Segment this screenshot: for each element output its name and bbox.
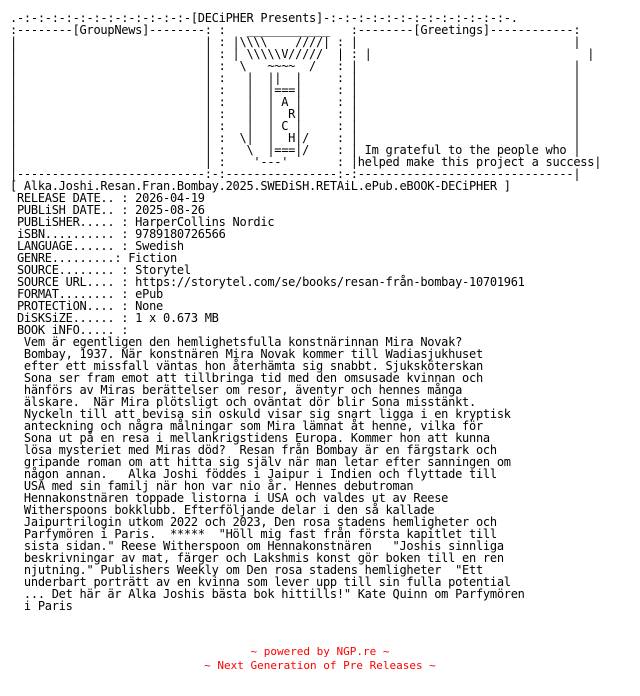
nfo-text xyxy=(10,12,601,612)
nfo-line: LANGUAGE...... : Swedish xyxy=(10,239,184,253)
footer-powered-by: ~ powered by NGP.re ~ xyxy=(250,645,390,658)
nfo-line: SOURCE........ : Storytel xyxy=(10,263,191,277)
nfo-line: RELEASE DATE.. : 2026-04-19 xyxy=(10,191,205,205)
nfo-line: iSBN.......... : 9789180726566 xyxy=(10,227,226,241)
nfo-line: beskrivningar av mat, färger och Lakshmis konst gör boken till en ren xyxy=(10,551,504,565)
nfo-line: Sona ut på en resa i mellankrigstidens Europa. Kommer hon att kunna xyxy=(10,431,490,445)
nfo-line: Parfymören i Paris. ***** "Höll mig fast från första kapitlet till xyxy=(10,527,497,541)
nfo-line: | | : | | A | : | | xyxy=(10,95,581,109)
nfo-line: ... Det här är Alka Joshis bästa bok hittills!" Kate Quinn om Parfymören xyxy=(10,587,525,601)
nfo-line: sista sidan." Reese Witherspoon om Hennakonstnären "Joshis sinnliga xyxy=(10,539,504,553)
nfo-line: Nyckeln till att bevisa sin oskuld visar sig snart ligga i en kryptisk xyxy=(10,407,511,421)
footer-tagline: ~ Next Generation of Pre Releases ~ xyxy=(204,659,436,672)
nfo-line: [ Alka.Joshi.Resan.Fran.Bombay.2025.SWEDiSH.RETAiL.ePub.eBOOK-DECiPHER ] xyxy=(10,179,511,193)
nfo-line: gripande roman om att hitta sig själv när man letar efter sanningen om xyxy=(10,455,511,469)
nfo-line: Bombay, 1937. När konstnären Mira Novak kommer till Wadiasjukhuset xyxy=(10,347,483,361)
nfo-line: njutning." Publishers Weekly om Den rosa stadens hemligheter "Ett xyxy=(10,563,483,577)
nfo-line: | | : |\\\\ ////| : | | xyxy=(10,35,581,49)
nfo-line: | | : \ |===|/ : | Im grateful to the people who | xyxy=(10,143,581,157)
nfo-line: FORMAT........ : ePub xyxy=(10,287,164,301)
nfo-line: PROTECTiON.... : None xyxy=(10,299,164,313)
nfo-line: någon annan. Alka Joshi föddes i Jaipur i Indien och flyttade till xyxy=(10,467,497,481)
nfo-line: | | : | || | : | | xyxy=(10,71,581,85)
nfo-line: PUBLiSH DATE.. : 2025-08-26 xyxy=(10,203,205,217)
nfo-line: lösa mysteriet med Miras död? Resan från Bombay är en färgstark och xyxy=(10,443,497,457)
nfo-line: | | : | |===| : | | xyxy=(10,83,581,97)
nfo-line: | | : | \\\\\V///// | : | | xyxy=(10,47,595,61)
nfo-line: älskare. När Mira plötsligt och oväntat dör blir Sona misstänkt. xyxy=(10,395,476,409)
nfo-line: Witherspoons bokklubb. Efterföljande delar i den så kallade xyxy=(10,503,435,517)
nfo-line: :--------[GroupNews]--------: : ____________ :--------[Greetings]------------: xyxy=(10,23,581,37)
nfo-line: USA med sin familj när hon var nio år. Hennes debutroman xyxy=(10,479,414,493)
nfo-line: PUBLiSHER..... : HarperCollins Nordic xyxy=(10,215,275,229)
nfo-line: | | : '---' : |helped make this project a success| xyxy=(10,155,602,169)
nfo-line: hänförs av Miras berättelser om resor, äventyr och hennes många xyxy=(10,383,463,397)
nfo-line: | | : \| | H|/ : | | xyxy=(10,131,581,145)
nfo-line: Sona ser fram emot att tillbringa tid med den omsusade kvinnan och xyxy=(10,371,483,385)
nfo-line: | | : \ ~~~~ / : | | xyxy=(10,59,581,73)
nfo-line: efter ett missfall väntas hon återhämta sig snabbt. Sjuksköterskan xyxy=(10,359,483,373)
nfo-line: Vem är egentligen den hemlighetsfulla konstnärinnan Mira Novak? xyxy=(10,335,463,349)
nfo-line: |---------------------------:-:----------------:-:-------------------------------| xyxy=(10,167,581,181)
nfo-line: | | : | | C | : | | xyxy=(10,119,581,133)
nfo-line: | | : | | R| : | | xyxy=(10,107,581,121)
nfo-line: GENRE.........: Fiction xyxy=(10,251,177,265)
nfo-line: .-:-:-:-:-:-:-:-:-:-:-:-:-[DECiPHER Presents]-:-:-:-:-:-:-:-:-:-:-:-:-:-. xyxy=(10,11,518,25)
nfo-line: Hennakonstnären toppade listorna i USA och valdes ut av Reese xyxy=(10,491,449,505)
nfo-line: anteckning och några målningar som Mira lämnat åt henne, vilka för xyxy=(10,419,483,433)
nfo-line: Jaipurtrilogin utkom 2022 och 2023, Den rosa stadens hemligheter och xyxy=(10,515,497,529)
nfo-line: underbart porträtt av en kvinna som lever upp till sin fulla potential xyxy=(10,575,511,589)
nfo-line: BOOK iNFO..... : xyxy=(10,323,129,337)
nfo-line: DiSKSiZE...... : 1 x 0.673 MB xyxy=(10,311,219,325)
nfo-line: SOURCE URL.... : https://storytel.com/se/books/resan-från-bombay-10701961 xyxy=(10,275,525,289)
nfo-line: i Paris xyxy=(10,599,73,613)
